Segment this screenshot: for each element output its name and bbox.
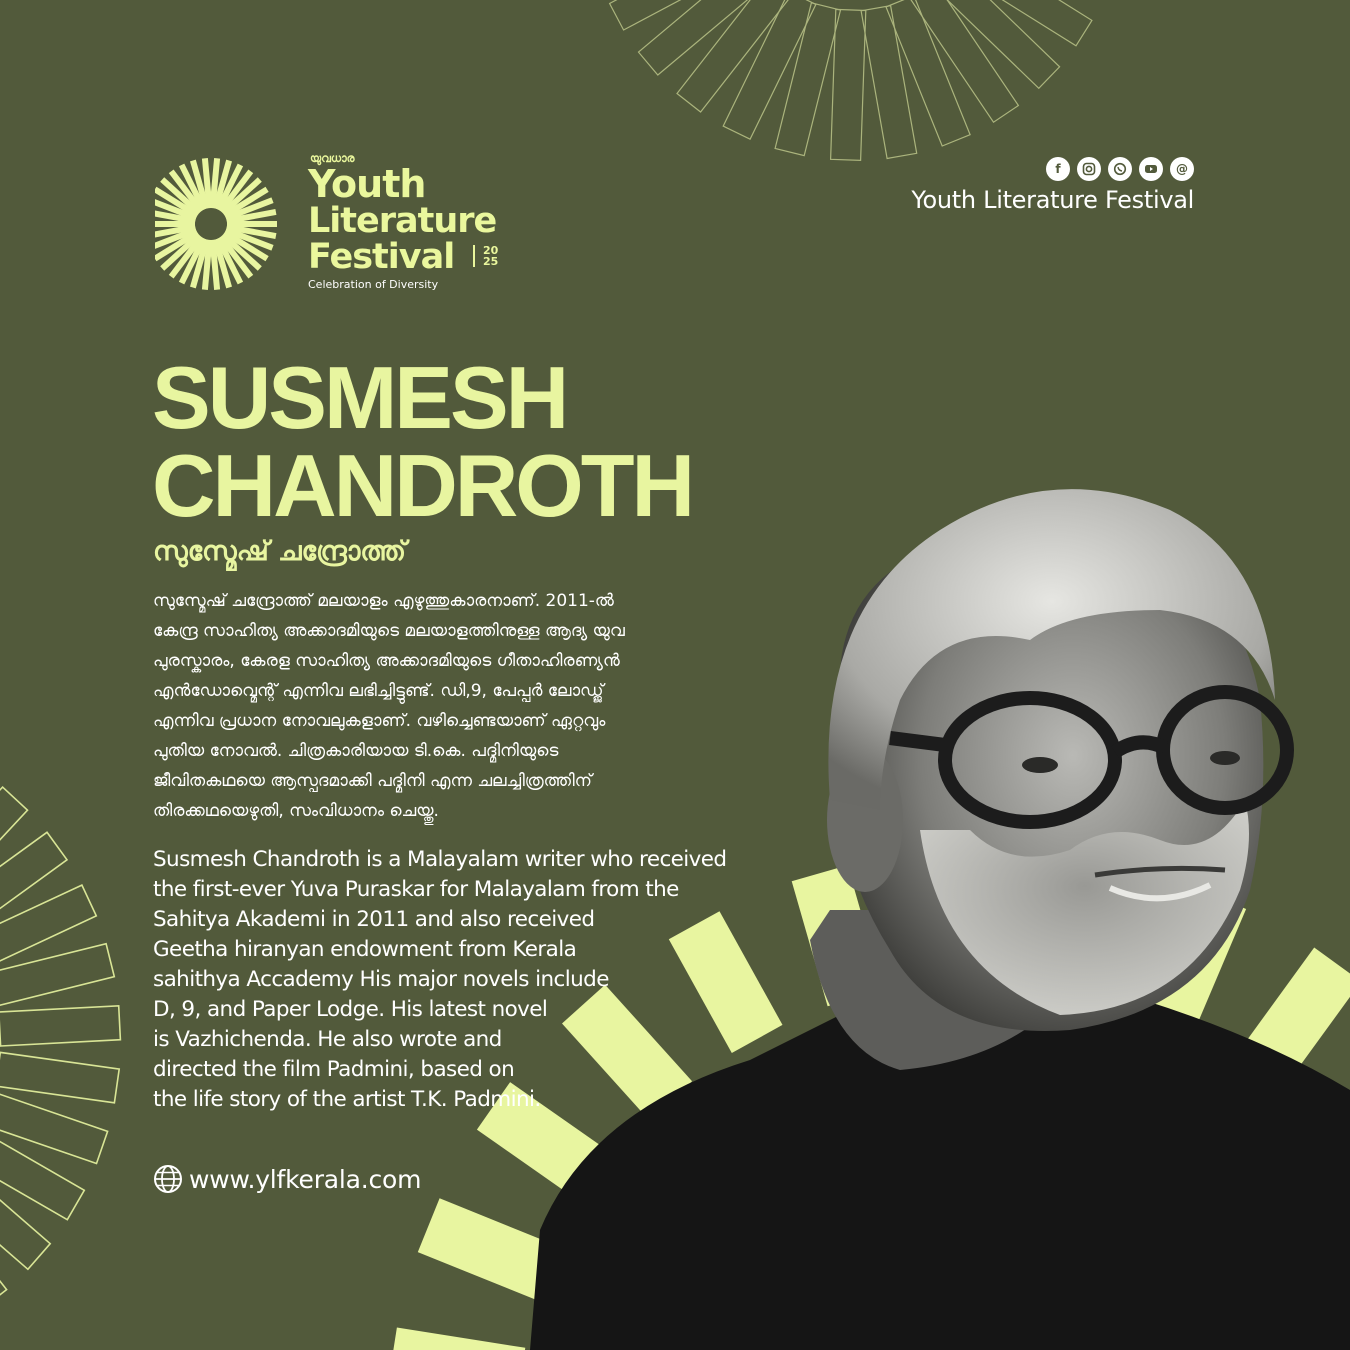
bio-ml-line: ജീവിതകഥയെ ആസ്പദമാക്കി പദ്മിനി എന്ന ചലച്ചിത്രത്തിന് — [153, 771, 592, 791]
bio-ml-line: കേന്ദ്ര സാഹിത്യ അക്കാദമിയുടെ മലയാളത്തിനുള്ള ആദ്യ യുവ — [153, 621, 625, 641]
threads-icon[interactable]: @ — [1170, 157, 1194, 181]
decor-ray — [861, 6, 917, 159]
decor-ray — [0, 832, 67, 930]
bio-ml-line: എൻഡോവ്മെന്റ് എന്നിവ ലഭിച്ചിട്ടുണ്ട്. ഡി,9, പേപ്പർ ലോഡ്ജ് — [153, 681, 604, 701]
bio-ml-line: പുതിയ നോവൽ. ചിത്രകാരിയായ ടി.കെ. പദ്മിനിയുടെ — [153, 741, 559, 761]
decor-ray — [831, 9, 866, 160]
decor-ray — [723, 0, 816, 139]
decor-ray — [0, 1092, 108, 1163]
decor-ray — [0, 1052, 119, 1102]
bio-ml-line: എന്നിവ പ്രധാന നോവലുകളാണ്. വഴിച്ചെണ്ടയാണ് ഏറ്റവും — [153, 711, 606, 731]
bio-en-line: is Vazhichenda. He also wrote and — [153, 1027, 502, 1052]
website-link[interactable] — [153, 1164, 421, 1194]
decor-ray — [0, 1130, 84, 1219]
logo-tagline: Celebration of Diversity — [308, 278, 439, 291]
globe-icon — [153, 1164, 183, 1194]
bio-ml-line: തിരക്കഥയെഴുതി, സംവിധാനം ചെയ്തു. — [153, 801, 439, 821]
festival-name: Youth Literature Festival — [911, 186, 1194, 214]
logo-year-top: 20 — [483, 244, 499, 257]
sun-logo-icon — [155, 150, 305, 300]
decor-ray — [0, 787, 28, 898]
decor-ray — [0, 1165, 50, 1269]
logo-year — [473, 245, 505, 267]
speaker-portrait — [470, 470, 1350, 1350]
facebook-icon[interactable]: f — [1046, 157, 1070, 181]
speaker-name-malayalam: സുസ്മേഷ് ചന്ദ്രോത്ത് — [153, 536, 407, 567]
logo-word-festival: Festival — [308, 237, 455, 277]
bio-en-line: directed the film Padmini, based on — [153, 1057, 515, 1082]
decor-ray — [886, 0, 970, 146]
bio-en-line: D, 9, and Paper Lodge. His latest novel — [153, 997, 548, 1022]
speaker-name-line2: CHANDROTH — [152, 436, 693, 535]
bio-en-line: the life story of the artist T.K. Padmini. — [153, 1087, 541, 1112]
decor-ray — [775, 3, 840, 156]
logo-small-text: യുവധാര — [310, 152, 355, 165]
bio-en-line: Susmesh Chandroth is a Malayalam writer who received — [153, 847, 727, 872]
festival-logo — [155, 150, 525, 300]
decor-ray — [931, 0, 1060, 88]
decor-ray — [910, 0, 1019, 122]
bio-ml-line: സുസ്മേഷ് ചന്ദ്രോത്ത് മലയാളം എഴുത്തുകാരനാണ്. 2011-ൽ — [153, 591, 614, 611]
instagram-icon[interactable] — [1077, 157, 1101, 181]
speaker-name-line1: SUSMESH — [152, 348, 567, 447]
social-icons — [1046, 157, 1194, 181]
bio-en-line: sahithya Accademy His major novels include — [153, 967, 609, 992]
bio-en-line: the first-ever Yuva Puraskar for Malayalam from the — [153, 877, 679, 902]
decor-ray — [677, 0, 793, 112]
bio-en-line: Sahitya Akademi in 2011 and also received — [153, 907, 595, 932]
website-url: www.ylfkerala.com — [189, 1164, 422, 1194]
whatsapp-icon[interactable] — [1108, 157, 1132, 181]
bio-en-line: Geetha hiranyan endowment from Kerala — [153, 937, 577, 962]
decor-ray — [0, 1006, 120, 1046]
bio-ml-line: പുരസ്കാരം, കേരള സാഹിത്യ അക്കാദമിയുടെ ഗീതാഹിരണ്യൻ — [153, 651, 620, 671]
youtube-icon[interactable] — [1139, 157, 1163, 181]
logo-year-bottom: 25 — [483, 255, 499, 268]
logo-word-youth: Youth — [308, 162, 426, 206]
logo-word-literature: Literature — [308, 201, 497, 241]
decor-ray — [0, 1195, 7, 1311]
